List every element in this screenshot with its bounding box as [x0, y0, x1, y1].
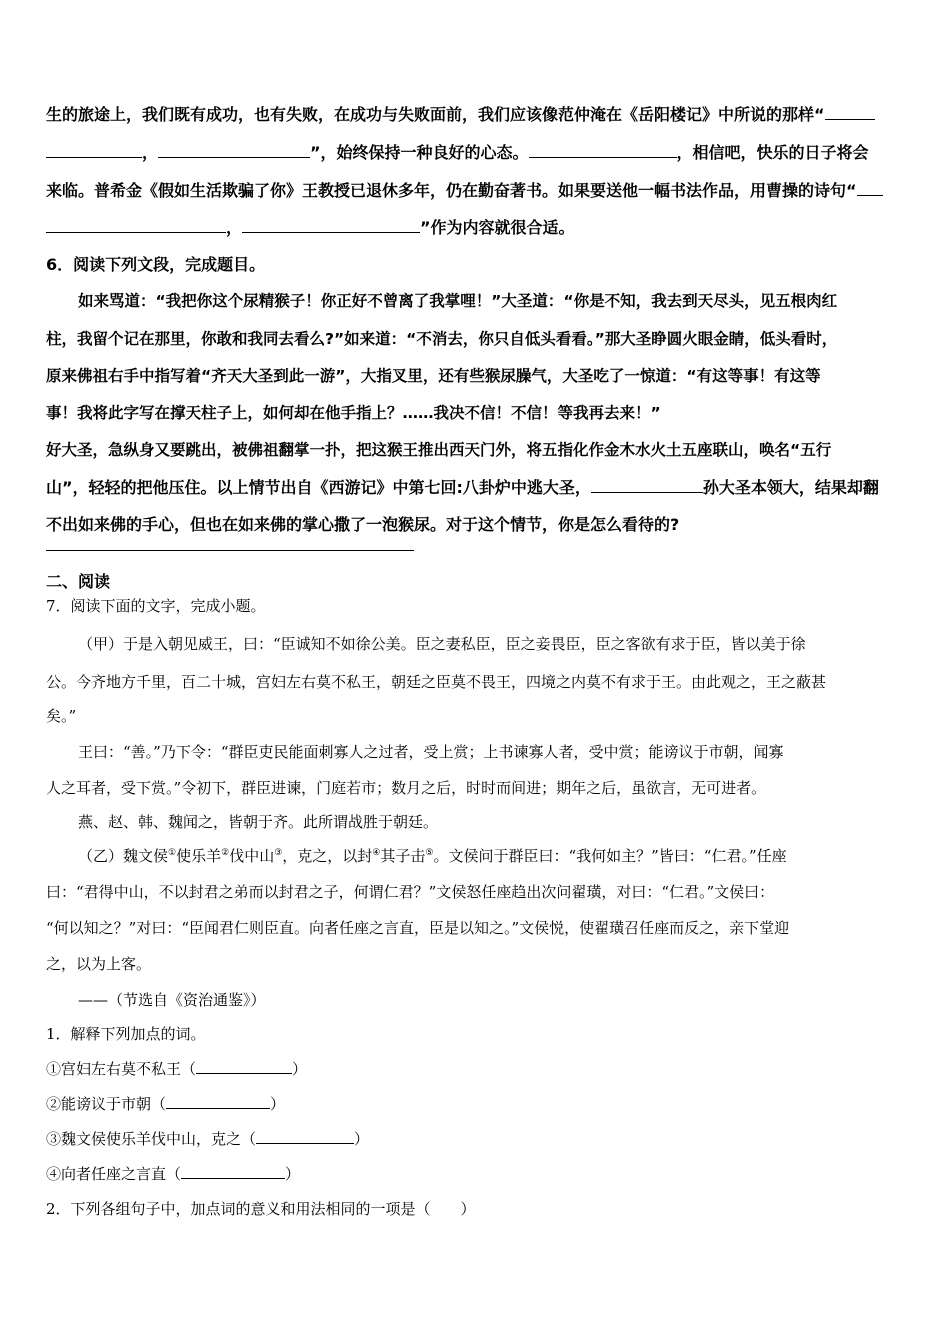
passage-text: 。文侯问于群臣曰：“我何如主？”皆曰：“仁君。”任座: [433, 847, 787, 865]
passage-text: ，克之，以封: [282, 847, 373, 865]
source-citation: ——（节选自《资治通鉴》）: [78, 991, 266, 1009]
item-close: ）: [270, 1095, 286, 1113]
passage-b-line: “何以知之？”对曰：“臣闻君仁则臣直。向者任座之言直，臣是以知之。”文侯悦，使翟璜召任座而反之，亲下堂迎: [46, 919, 790, 937]
answer-blank[interactable]: [529, 143, 677, 158]
q6-passage-line: 原来佛祖右手中指写着“齐天大圣到此一游”，大指叉里，还有些猴尿臊气，大圣吃了一惊道：“有这等事！有这等: [46, 367, 821, 385]
item-text: ①宫妇左右莫不私王（: [46, 1060, 197, 1078]
passage-a-line: 王曰：“善。”乃下令：“群臣吏民能面刺寡人之过者，受上赏；上书谏寡人者，受中赏；能谤议于市朝，闻寡: [78, 743, 784, 761]
q5-text-3: ，相信吧，快乐的日子将会: [676, 143, 869, 162]
q6-passage-line: 事！我将此字写在撑天柱子上，如何却在他手指上？……我决不信！不信！等我再去来！”: [46, 404, 661, 422]
item-close: ）: [285, 1165, 301, 1183]
item-text: ④向者任座之言直（: [46, 1165, 182, 1183]
footnote-marker: ④: [372, 848, 381, 858]
passage-b-line: [78, 845, 787, 866]
passage-a-line: 燕、赵、韩、魏闻之，皆朝于齐。此所谓战胜于朝廷。: [78, 813, 439, 831]
answer-blank[interactable]: [46, 218, 226, 233]
footnote-marker: ③: [274, 848, 283, 858]
q6-text: 孙大圣本领大，结果却翻: [702, 478, 879, 497]
item-close: ）: [292, 1060, 308, 1078]
q5-line-2: [46, 140, 869, 163]
subquestion-2: 2．下列各组句子中，加点词的意义和用法相同的一项是（ ）: [46, 1200, 476, 1218]
answer-blank[interactable]: [857, 181, 883, 196]
answer-blank[interactable]: [591, 478, 703, 493]
passage-a-line: 公。今齐地方千里，百二十城，宫妇左右莫不私王，朝廷之臣莫不畏王，四境之内莫不有求于王。由此观之，王之蔽甚: [46, 673, 827, 691]
subquestion-item: [46, 1128, 369, 1149]
q7-title: 7．阅读下面的文字，完成小题。: [46, 597, 266, 615]
passage-b-line: 之，以为上客。: [46, 955, 152, 973]
answer-blank[interactable]: [242, 218, 420, 233]
q6-passage-line: 柱，我留个记在那里，你敢和我同去看么?”如来道：“不消去，你只自低头看看。”那大圣睁圆火眼金睛，低头看时，: [46, 330, 838, 348]
answer-line[interactable]: [46, 550, 414, 551]
q5-line-1: [46, 102, 875, 125]
subquestion-1: 1．解释下列加点的词。: [46, 1025, 206, 1043]
passage-a-line: 矣。”: [46, 707, 77, 725]
subquestion-item: [46, 1163, 300, 1184]
item-close: ）: [354, 1130, 370, 1148]
footnote-marker: ①: [168, 848, 177, 858]
q5-comma: ，: [142, 143, 159, 162]
q5-text-4: 来临。普希金《假如生活欺骗了你》王教授已退休多年，仍在勤奋著书。如果要送他一幅书法作品，用曹操的诗句“: [46, 181, 857, 200]
subquestion-item: [46, 1093, 285, 1114]
answer-blank[interactable]: [158, 143, 310, 158]
subquestion-item: [46, 1058, 307, 1079]
answer-blank[interactable]: [196, 1059, 292, 1074]
item-text: ②能谤议于市朝（: [46, 1095, 167, 1113]
answer-blank[interactable]: [256, 1129, 354, 1144]
q6-passage-line: 如来骂道：“我把你这个尿精猴子！你正好不曾离了我掌哩！”大圣道：“你是不知，我去到天尽头，见五根肉红: [78, 292, 838, 310]
q6-question: 不出如来佛的手心，但也在如来佛的掌心撒了一泡猴尿。对于这个情节，你是怎么看待的?: [46, 515, 680, 534]
passage-a-line: 人之耳者，受下赏。”令初下，群臣进谏，门庭若市；数月之后，时时而间进；期年之后，虽欲言，无可进者。: [46, 779, 767, 797]
passage-a-line: （甲）于是入朝见威王，曰：“臣诚知不如徐公美。臣之妻私臣，臣之妾畏臣，臣之客欲有求于臣，皆以美于徐: [78, 635, 806, 653]
q6-passage-line: [46, 475, 879, 498]
q6-title: 6．阅读下列文段，完成题目。: [46, 255, 266, 274]
q6-text: 山”，轻轻的把他压住。以上情节出自《西游记》中第七回:八卦炉中逃大圣，: [46, 478, 591, 497]
answer-blank[interactable]: [166, 1094, 270, 1109]
q5-text-1: 生的旅途上，我们既有成功，也有失败，在成功与失败面前，我们应该像范仲淹在《岳阳楼记》中所说的那样“: [46, 105, 825, 124]
q5-line-4: [46, 215, 575, 238]
passage-text: 使乐羊: [176, 847, 222, 865]
footnote-marker: ②: [221, 848, 230, 858]
footnote-marker: ⑤: [425, 848, 434, 858]
item-text: ③魏文侯使乐羊伐中山，克之（: [46, 1130, 257, 1148]
q5-text-5: ”作为内容就很合适。: [420, 218, 575, 237]
q5-comma: ，: [226, 218, 243, 237]
q6-passage-line: 好大圣，急纵身又要跳出，被佛祖翻掌一扑，把这猴王推出西天门外，将五指化作金木水火土五座联山，唤名“五行: [46, 441, 832, 459]
answer-blank[interactable]: [46, 143, 142, 158]
section-title: 二、阅读: [46, 572, 111, 591]
passage-b-line: 曰：“君得中山，不以封君之弟而以封君之子，何谓仁君？”文侯怒任座趋出次问翟璜，对曰：“仁君。”文侯曰：: [46, 883, 775, 901]
passage-text: （乙）魏文侯: [78, 847, 169, 865]
q5-text-2: ”，始终保持一种良好的心态。: [310, 143, 529, 162]
q5-line-3: [46, 178, 883, 201]
answer-blank[interactable]: [825, 105, 875, 120]
passage-text: 其子击: [380, 847, 426, 865]
passage-text: 伐中山: [229, 847, 275, 865]
answer-blank[interactable]: [181, 1164, 285, 1179]
